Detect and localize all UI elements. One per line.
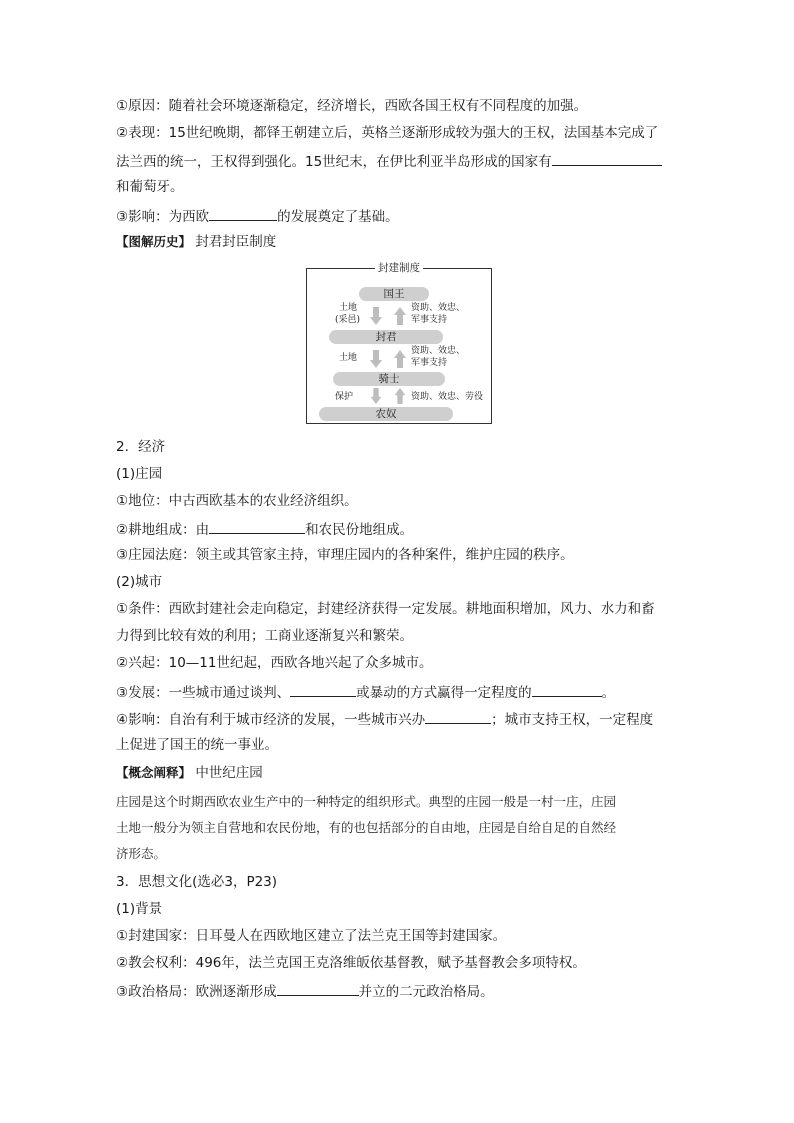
culture-heading-text: 3．思想文化(选必3，P23)	[116, 874, 278, 890]
feudal-states-text: ①封建国家：日耳曼人在西欧地区建立了法兰克王国等封建国家。	[116, 928, 507, 944]
city-condition-text-2: 力得到比较有效的利用；工商业逐渐复兴和繁荣。	[116, 628, 413, 644]
concept-text-line1	[116, 793, 616, 811]
diagram-title: 封建制度	[375, 261, 423, 275]
concept-text-2: 土地一般分为领主自营地和农民份地，有的也包括部分的自由地，庄园是自给自足的自然经	[116, 820, 617, 835]
level-knight: 骑士	[333, 372, 445, 386]
down-label-1b: (采邑)	[335, 315, 361, 325]
city-development-prefix: ③发展：一些城市通过谈判、	[116, 685, 291, 701]
city-influence-suffix: ；城市支持王权，一定程度	[491, 712, 654, 728]
up-label-1b: 军事支持	[411, 315, 448, 325]
political-pattern-item	[116, 981, 494, 1001]
concept-text-line3	[116, 845, 166, 863]
manor-subheading-text: (1)庄园	[116, 466, 163, 482]
city-rise-text: ②兴起：10—11世纪起，西欧各地兴起了众多城市。	[116, 655, 433, 671]
manor-status-text: ①地位：中古西欧基本的农业经济组织。	[116, 493, 358, 509]
up-label-3: 资助、效忠、劳役	[411, 392, 484, 402]
manor-land-prefix: ②耕地组成：由	[116, 522, 210, 538]
background-subheading	[116, 900, 162, 918]
up-arrow-icon	[394, 307, 406, 325]
city-influence-line1	[116, 709, 653, 729]
background-subheading-text: (1)背景	[116, 901, 163, 917]
concept-heading	[116, 764, 263, 782]
manor-court-item	[116, 546, 574, 564]
down-arrow-icon	[370, 388, 382, 404]
city-development-suffix: 。	[601, 685, 616, 701]
fill-in-blank[interactable]	[209, 519, 305, 534]
city-condition-line1	[116, 600, 655, 618]
influence-item	[116, 206, 399, 226]
city-rise-item	[116, 654, 432, 672]
manifestation-item-line3	[116, 178, 184, 196]
manor-land-suffix: 和农民份地组成。	[305, 522, 414, 538]
manifestation-item-line2	[116, 151, 662, 171]
fill-in-blank[interactable]	[532, 682, 602, 697]
political-pattern-prefix: ③政治格局：欧洲逐渐形成	[116, 984, 277, 1000]
fill-in-blank[interactable]	[552, 151, 662, 166]
fill-in-blank[interactable]	[277, 981, 359, 996]
influence-suffix: 的发展奠定了基础。	[277, 209, 399, 225]
city-development-item	[116, 682, 615, 702]
up-label-2a: 资助、效忠、	[411, 346, 466, 356]
manor-court-text: ③庄园法庭：领主或其管家主持，审理庄园内的各种案件，维护庄园的秩序。	[116, 547, 574, 563]
manor-status-item	[116, 492, 358, 510]
down-arrow-icon	[370, 350, 382, 368]
down-label-2: 土地	[339, 353, 358, 363]
manifestation-item-line1	[116, 124, 658, 142]
up-label-2b: 军事支持	[411, 358, 448, 368]
diagram-tag: 【图解历史】	[116, 234, 192, 249]
down-arrow-icon	[370, 307, 382, 325]
city-condition-line2	[116, 627, 413, 645]
feudal-states-item	[116, 927, 506, 945]
manor-subheading	[116, 465, 162, 483]
cause-item	[116, 97, 587, 115]
manifestation-text-1: ②表现：15世纪晚期，都铎王朝建立后，英格兰逐渐形成较为强大的王权，法国基本完成了	[116, 125, 659, 141]
down-label-1a: 土地	[339, 303, 358, 313]
down-label-3: 保护	[335, 392, 354, 402]
city-influence-prefix: ④影响：自治有利于城市经济的发展，一些城市兴办	[116, 712, 426, 728]
concept-tag: 【概念阐释】	[116, 765, 192, 780]
level-king: 国王	[359, 287, 429, 301]
manifestation-text-3: 和葡萄牙。	[116, 179, 184, 195]
culture-heading	[116, 873, 277, 891]
fill-in-blank[interactable]	[425, 709, 491, 724]
church-rights-item	[116, 954, 586, 972]
influence-prefix: ③影响：为西欧	[116, 209, 210, 225]
up-label-1a: 资助、效忠、	[411, 303, 466, 313]
city-influence-text-2: 上促进了国王的统一事业。	[116, 737, 278, 753]
feudal-system-diagram	[306, 262, 492, 424]
manifestation-text-2: 法兰西的统一，王权得到强化。15世纪末，在伊比利亚半岛形成的国家有	[116, 154, 552, 170]
city-condition-text-1: ①条件：西欧封建社会走向稳定，封建经济获得一定发展。耕地面积增加，风力、水力和畜	[116, 601, 655, 617]
fill-in-blank[interactable]	[209, 206, 277, 221]
church-rights-text: ②教会权利：496年，法兰克国王克洛维皈依基督教，赋予基督教会多项特权。	[116, 955, 586, 971]
up-arrow-icon	[394, 350, 406, 368]
city-influence-line2	[116, 736, 278, 754]
concept-text-line2	[116, 819, 616, 837]
city-subheading-text: (2)城市	[116, 574, 163, 590]
city-subheading	[116, 573, 162, 591]
economy-heading-text: 2．经济	[116, 439, 166, 455]
city-development-middle: 或暴动的方式赢得一定程度的	[356, 685, 532, 701]
concept-text-1: 庄园是这个时期西欧农业生产中的一种特定的组织形式。典型的庄园一般是一村一庄，庄园	[116, 794, 617, 809]
economy-heading	[116, 438, 165, 456]
up-arrow-icon	[394, 388, 406, 404]
political-pattern-suffix: 并立的二元政治格局。	[358, 984, 494, 1000]
concept-text-3: 济形态。	[116, 846, 167, 861]
cause-text: ①原因：随着社会环境逐渐稳定，经济增长，西欧各国王权有不同程度的加强。	[116, 98, 588, 114]
fill-in-blank[interactable]	[290, 682, 356, 697]
diagram-heading-title: 封君封臣制度	[195, 234, 277, 250]
manor-land-item	[116, 519, 413, 539]
diagram-heading	[116, 233, 276, 251]
level-serf: 农奴	[319, 407, 453, 421]
concept-title: 中世纪庄园	[195, 765, 263, 781]
level-lord: 封君	[329, 330, 443, 344]
